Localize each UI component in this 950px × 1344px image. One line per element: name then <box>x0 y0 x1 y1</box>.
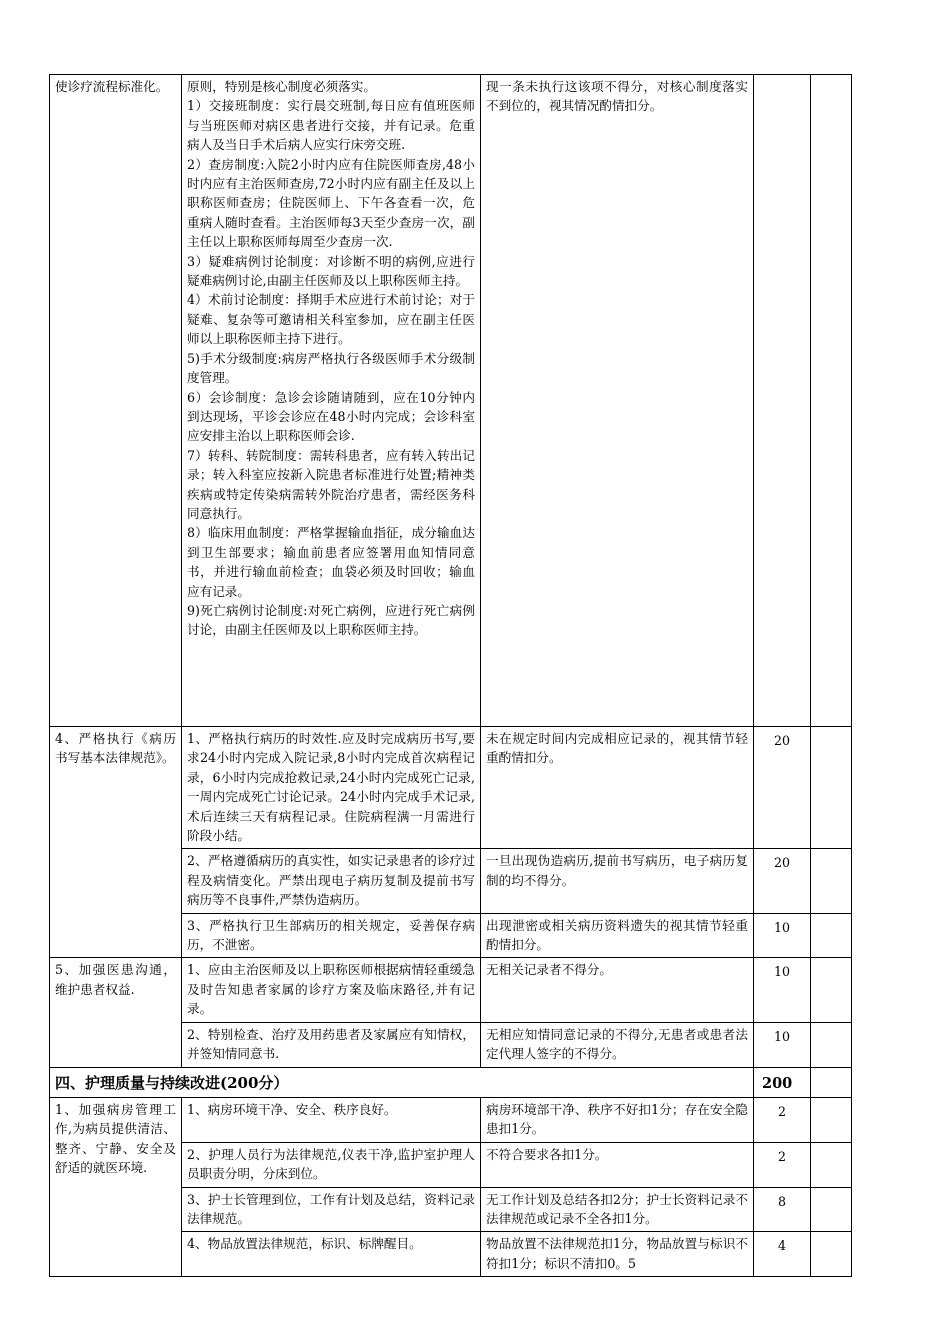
standard-line: 8）临床用血制度：严格掌握输血指征，成分输血达到卫生部要求；输血前患者应签署用血知情同意书，并进行输血前检查；血袋必须及时回收；输血应有记录。 <box>187 525 475 599</box>
standard-line: 4）术前讨论制度：择期手术应进行术前讨论；对于疑难、复杂等可邀请相关科室参加，应在副主任医师以上职称医师主持下进行。 <box>187 292 475 347</box>
score-cell: 4 <box>754 1232 811 1277</box>
actual-score-cell <box>811 913 852 958</box>
standard-line: 7）转科、转院制度：需转科患者，应有转入转出记录；转入科室应按新入院患者标准进行处置;精神类疾病或特定传染病需转外院治疗患者，需经医务科同意执行。 <box>187 447 475 521</box>
deduction-cell: 无工作计划及总结各扣2分；护士长资料记录不法律规范或记录不全各扣1分。 <box>481 1187 754 1232</box>
deduction-cell: 无相关记录者不得分。 <box>481 958 754 1022</box>
score-cell: 10 <box>754 958 811 1022</box>
score-cell: 2 <box>754 1097 811 1142</box>
actual-score-cell <box>811 75 852 727</box>
actual-score-cell <box>811 1022 852 1067</box>
table-row <box>50 1097 852 1142</box>
score-cell: 20 <box>754 727 811 849</box>
deduction-cell: 无相应知情同意记录的不得分,无患者或患者法定代理人签字的不得分。 <box>481 1022 754 1067</box>
standard-cell: 1、严格执行病历的时效性.应及时完成病历书写,要求24小时内完成入院记录,8小时内完成首次病程记录，6小时内完成抢救记录,24小时内完成死亡记录,一周内完成死亡讨论记录。24小时内完成手术记录,术后连续三天有病程记录。住院病程满一月需进行阶段小结。 <box>182 727 481 849</box>
score-cell: 10 <box>754 913 811 958</box>
score-cell <box>754 75 811 727</box>
deduction-cell: 出现泄密或相关病历资料遗失的视其情节轻重酌情扣分。 <box>481 913 754 958</box>
category-cell: 4、严格执行《病历书写基本法律规范》。 <box>50 727 182 958</box>
standard-line: 1）交接班制度：实行晨交班制,每日应有值班医师与当班医师对病区患者进行交接，并有记录。危重病人及当日手术后病人应实行床旁交班. <box>187 98 475 153</box>
actual-score-cell <box>811 958 852 1022</box>
standard-line: 原则，特别是核心制度必须落实。 <box>187 79 376 94</box>
evaluation-table <box>49 74 852 1277</box>
category-cell: 5、加强医患沟通，维护患者权益. <box>50 958 182 1067</box>
actual-score-cell <box>811 1097 852 1142</box>
deduction-cell: 病房环境部干净、秩序不好扣1分；存在安全隐患扣1分。 <box>481 1097 754 1142</box>
table-row <box>50 75 852 727</box>
standard-cell: 2、护理人员行为法律规范,仪表干净,监护室护理人员职责分明，分床到位。 <box>182 1142 481 1187</box>
score-cell: 2 <box>754 1142 811 1187</box>
standard-cell: 2、严格遵循病历的真实性，如实记录患者的诊疗过程及病情变化。严禁出现电子病历复制及提前书写病历等不良事件,严禁伪造病历。 <box>182 849 481 913</box>
standard-line: 6）会诊制度：急诊会诊随请随到，应在10分钟内到达现场，平诊会诊应在48小时内完成；会诊科室应安排主治以上职称医师会诊. <box>187 389 475 444</box>
standard-cell: 2、特别检查、治疗及用药患者及家属应有知情权，并签知情同意书. <box>182 1022 481 1067</box>
standard-line: 2）查房制度:入院2小时内应有住院医师查房,48小时内应有主治医师查房,72小时内应有副主任及以上职称医师查房；住院医师上、下午各查看一次，危重病人随时查看。主治医师每3天至少查房一次，副主任以上职称医师每周至少查房一次. <box>187 156 475 250</box>
actual-score-cell <box>811 1142 852 1187</box>
standard-cell: 4、物品放置法律规范，标识、标牌醒目。 <box>182 1232 481 1277</box>
standard-cell: 3、严格执行卫生部病历的相关规定，妥善保存病历，不泄密。 <box>182 913 481 958</box>
deduction-cell: 不符合要求各扣1分。 <box>481 1142 754 1187</box>
standard-cell: 3、护士长管理到位，工作有计划及总结，资料记录法律规范。 <box>182 1187 481 1232</box>
deduction-cell: 现一条未执行这该项不得分，对核心制度落实不到位的，视其情况酌情扣分。 <box>481 75 754 727</box>
section-row <box>50 1067 852 1097</box>
standard-line: 9)死亡病例讨论制度:对死亡病例，应进行死亡病例讨论，由副主任医师及以上职称医师主持。 <box>187 602 475 638</box>
standard-cell <box>182 75 481 727</box>
score-cell: 20 <box>754 849 811 913</box>
deduction-cell: 未在规定时间内完成相应记录的，视其情节轻重酌情扣分。 <box>481 727 754 849</box>
actual-score-cell <box>811 727 852 849</box>
section-score: 200 <box>754 1067 811 1097</box>
score-cell: 8 <box>754 1187 811 1232</box>
table-row <box>50 727 852 849</box>
section-title: 四、护理质量与持续改进(200分） <box>50 1067 754 1097</box>
standard-line: 5)手术分级制度:病房严格执行各级医师手术分级制度管理。 <box>187 350 475 386</box>
actual-score-cell <box>811 1067 852 1097</box>
standard-cell: 1、应由主治医师及以上职称医师根据病情轻重缓急及时告知患者家属的诊疗方案及临床路径,并有记录。 <box>182 958 481 1022</box>
score-cell: 10 <box>754 1022 811 1067</box>
actual-score-cell <box>811 1232 852 1277</box>
table-row <box>50 958 852 1022</box>
actual-score-cell <box>811 849 852 913</box>
deduction-cell: 一旦出现伪造病历,提前书写病历，电子病历复制的均不得分。 <box>481 849 754 913</box>
standard-cell: 1、病房环境干净、安全、秩序良好。 <box>182 1097 481 1142</box>
deduction-cell: 物品放置不法律规范扣1分，物品放置与标识不符扣1分；标识不清扣0。5 <box>481 1232 754 1277</box>
actual-score-cell <box>811 1187 852 1232</box>
category-cell: 1、加强病房管理工作,为病员提供清洁、整齐、宁静、安全及舒适的就医环境. <box>50 1097 182 1276</box>
standard-line: 3）疑难病例讨论制度：对诊断不明的病例,应进行疑难病例讨论,由副主任医师及以上职称医师主持。 <box>187 253 475 289</box>
category-cell: 使诊疗流程标准化。 <box>50 75 182 727</box>
